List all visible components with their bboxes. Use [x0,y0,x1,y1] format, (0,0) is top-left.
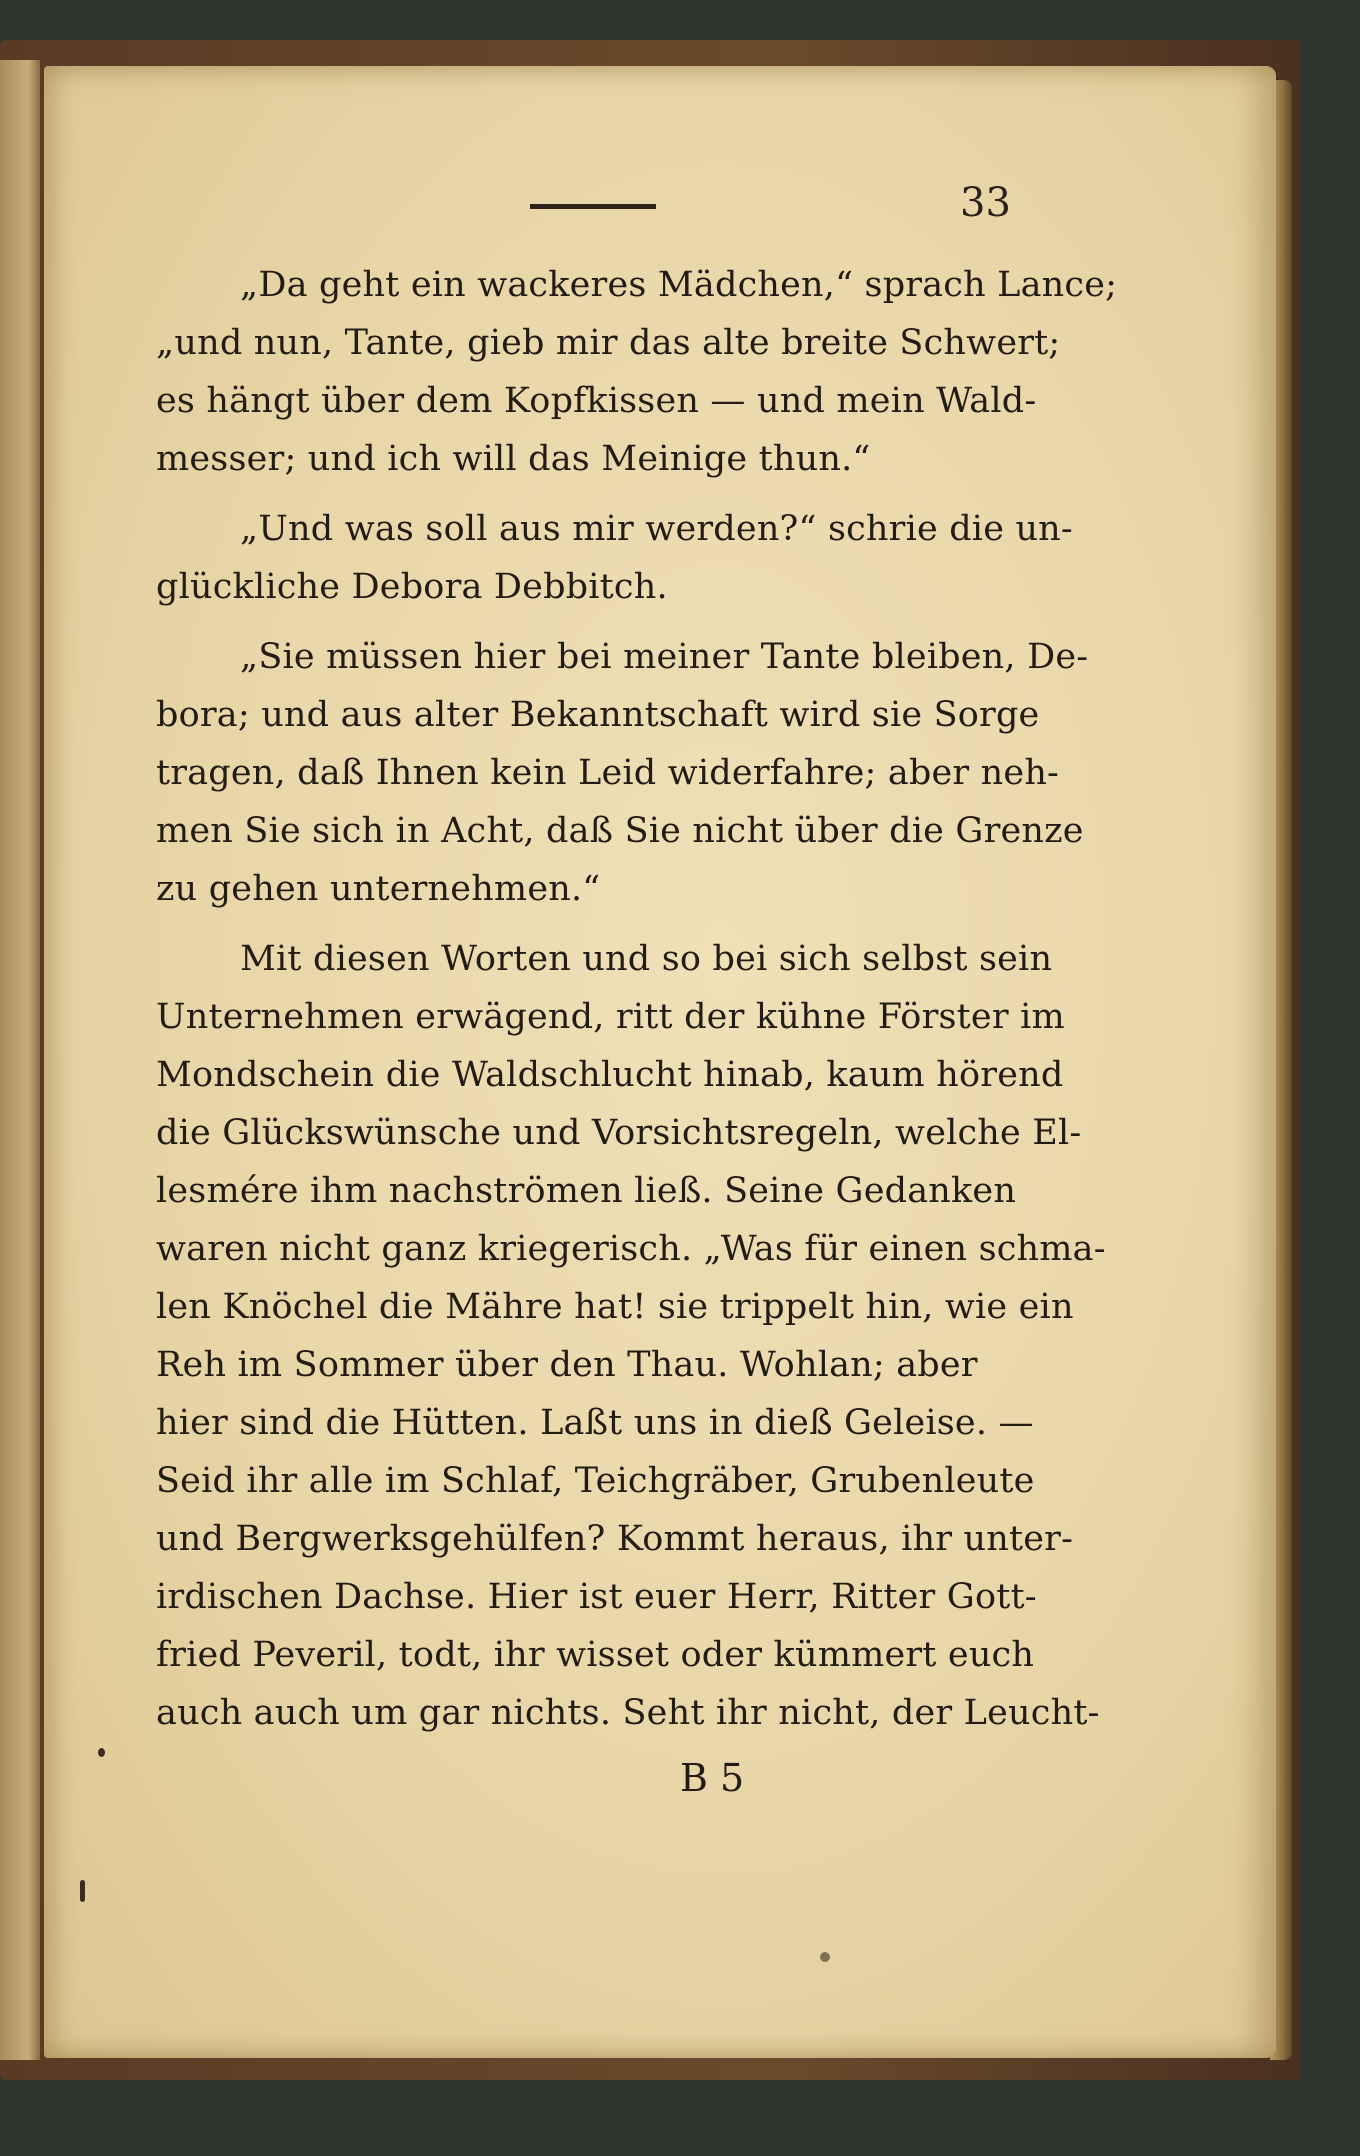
text-line: Unternehmen erwägend, ritt der kühne Förster im [156,997,1065,1037]
paragraph [156,256,1118,488]
printer-signature: B 5 [680,1756,745,1800]
text-line: „Und was soll aus mir werden?“ schrie die un- [240,509,1073,549]
text-line: „Da geht ein wackeres Mädchen,“ sprach Lance; [240,265,1118,305]
paper-speck [98,1748,105,1757]
paragraph [156,500,1073,616]
text-line: waren nicht ganz kriegerisch. „Was für einen schma- [156,1229,1106,1269]
page-body-text [156,256,1118,1754]
header-rule [530,204,656,209]
text-line: bora; und aus alter Bekanntschaft wird sie Sorge [156,695,1040,735]
text-line: „und nun, Tante, gieb mir das alte breite Schwert; [156,323,1061,363]
text-line: messer; und ich will das Meinige thun.“ [156,439,871,479]
paper-speck [820,1952,830,1962]
text-line: Seid ihr alle im Schlaf, Teichgräber, Grubenleute [156,1461,1035,1501]
text-line: die Glückswünsche und Vorsichtsregeln, welche El- [156,1113,1082,1153]
text-line: fried Peveril, todt, ihr wisset oder kümmert euch [156,1635,1035,1675]
page-number: 33 [960,180,1011,226]
facing-page-edge [0,60,40,2060]
text-line: irdischen Dachse. Hier ist euer Herr, Ritter Gott- [156,1577,1037,1617]
text-line: hier sind die Hütten. Laßt uns in dieß Geleise. — [156,1403,1034,1443]
text-line: Reh im Sommer über den Thau. Wohlan; aber [156,1345,978,1385]
paper-speck [80,1880,85,1902]
paragraph [156,628,1089,918]
text-line: len Knöchel die Mähre hat! sie trippelt hin, wie ein [156,1287,1074,1327]
text-line: tragen, daß Ihnen kein Leid widerfahre; aber neh- [156,753,1060,793]
text-line: es hängt über dem Kopfkissen — und mein Wald- [156,381,1037,421]
text-line: „Sie müssen hier bei meiner Tante bleiben, De- [240,637,1089,677]
text-line: Mit diesen Worten und so bei sich selbst sein [240,939,1053,979]
text-line: glückliche Debora Debbitch. [156,567,668,607]
paragraph [156,930,1106,1742]
text-line: men Sie sich in Acht, daß Sie nicht über die Grenze [156,811,1084,851]
text-line: auch auch um gar nichts. Seht ihr nicht, der Leucht- [156,1693,1100,1733]
text-line: lesmére ihm nachströmen ließ. Seine Gedanken [156,1171,1017,1211]
text-line: Mondschein die Waldschlucht hinab, kaum hörend [156,1055,1064,1095]
text-line: zu gehen unternehmen.“ [156,869,601,909]
text-line: und Bergwerksgehülfen? Kommt heraus, ihr unter- [156,1519,1074,1559]
